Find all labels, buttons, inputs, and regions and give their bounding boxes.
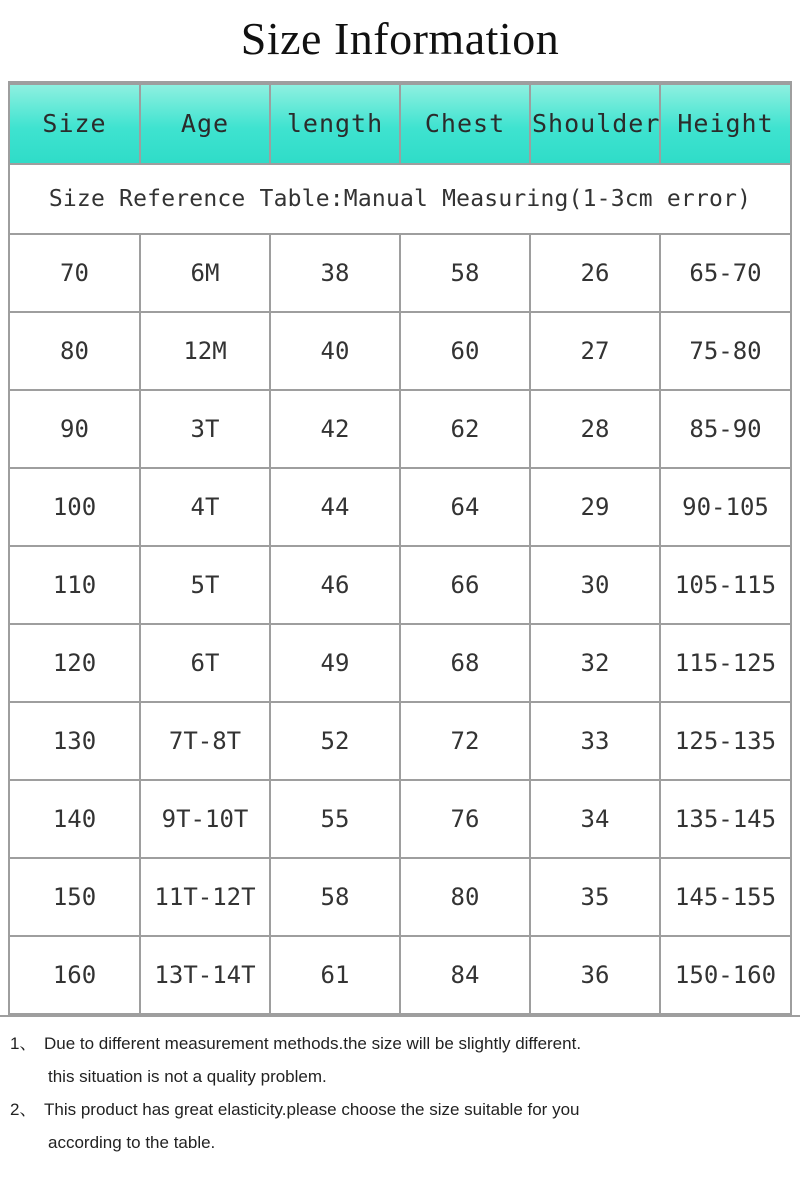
- cell-chest: 72: [400, 702, 530, 780]
- cell-size: 100: [10, 468, 140, 546]
- column-header-height: Height: [660, 84, 790, 164]
- cell-length: 46: [270, 546, 400, 624]
- column-header-shoulder: Shoulder: [530, 84, 660, 164]
- cell-height: 105-115: [660, 546, 790, 624]
- cell-length: 55: [270, 780, 400, 858]
- cell-shoulder: 29: [530, 468, 660, 546]
- cell-size: 130: [10, 702, 140, 780]
- cell-length: 61: [270, 936, 400, 1014]
- cell-shoulder: 32: [530, 624, 660, 702]
- cell-shoulder: 27: [530, 312, 660, 390]
- cell-shoulder: 35: [530, 858, 660, 936]
- note-number: 2、: [10, 1099, 37, 1119]
- note-number: 1、: [10, 1033, 37, 1053]
- table-header-row: [10, 84, 790, 164]
- cell-chest: 58: [400, 234, 530, 312]
- cell-age: 6T: [140, 624, 270, 702]
- cell-length: 44: [270, 468, 400, 546]
- note-text-line1: Due to different measurement methods.the size will be slightly different.: [44, 1033, 582, 1053]
- table-caption: Size Reference Table:Manual Measuring(1-3cm error): [10, 164, 790, 234]
- note-text-line1: This product has great elasticity.please choose the size suitable for you: [44, 1099, 580, 1119]
- column-header-size: Size: [10, 84, 140, 164]
- cell-length: 52: [270, 702, 400, 780]
- table-row: [10, 858, 790, 936]
- cell-age: 3T: [140, 390, 270, 468]
- column-header-length: length: [270, 84, 400, 164]
- cell-age: 7T-8T: [140, 702, 270, 780]
- note-item: [10, 1027, 790, 1093]
- cell-height: 125-135: [660, 702, 790, 780]
- cell-size: 110: [10, 546, 140, 624]
- notes-section: [0, 1015, 800, 1160]
- cell-shoulder: 28: [530, 390, 660, 468]
- cell-chest: 84: [400, 936, 530, 1014]
- cell-shoulder: 33: [530, 702, 660, 780]
- cell-chest: 68: [400, 624, 530, 702]
- cell-size: 70: [10, 234, 140, 312]
- size-table-container: [8, 81, 792, 1015]
- page-title: Size Information: [240, 13, 560, 64]
- cell-size: 160: [10, 936, 140, 1014]
- cell-height: 135-145: [660, 780, 790, 858]
- column-header-chest: Chest: [400, 84, 530, 164]
- table-body: [10, 234, 790, 1014]
- cell-shoulder: 30: [530, 546, 660, 624]
- note-text-line2: this situation is not a quality problem.: [48, 1066, 327, 1086]
- note-item: [10, 1093, 790, 1159]
- cell-size: 140: [10, 780, 140, 858]
- table-row: [10, 390, 790, 468]
- cell-chest: 64: [400, 468, 530, 546]
- table-row: [10, 312, 790, 390]
- cell-size: 120: [10, 624, 140, 702]
- cell-height: 85-90: [660, 390, 790, 468]
- cell-size: 80: [10, 312, 140, 390]
- cell-chest: 62: [400, 390, 530, 468]
- cell-age: 13T-14T: [140, 936, 270, 1014]
- table-row: [10, 936, 790, 1014]
- cell-length: 49: [270, 624, 400, 702]
- cell-length: 40: [270, 312, 400, 390]
- cell-age: 11T-12T: [140, 858, 270, 936]
- cell-height: 90-105: [660, 468, 790, 546]
- cell-size: 90: [10, 390, 140, 468]
- cell-shoulder: 34: [530, 780, 660, 858]
- cell-chest: 80: [400, 858, 530, 936]
- table-row: [10, 780, 790, 858]
- cell-age: 9T-10T: [140, 780, 270, 858]
- cell-age: 12M: [140, 312, 270, 390]
- cell-height: 115-125: [660, 624, 790, 702]
- table-row: [10, 702, 790, 780]
- cell-age: 5T: [140, 546, 270, 624]
- cell-shoulder: 26: [530, 234, 660, 312]
- table-row: [10, 546, 790, 624]
- cell-length: 42: [270, 390, 400, 468]
- cell-size: 150: [10, 858, 140, 936]
- cell-length: 58: [270, 858, 400, 936]
- column-header-age: Age: [140, 84, 270, 164]
- cell-age: 6M: [140, 234, 270, 312]
- cell-shoulder: 36: [530, 936, 660, 1014]
- cell-chest: 60: [400, 312, 530, 390]
- note-text-line2: according to the table.: [48, 1133, 216, 1153]
- cell-height: 145-155: [660, 858, 790, 936]
- cell-chest: 66: [400, 546, 530, 624]
- table-row: [10, 624, 790, 702]
- cell-height: 65-70: [660, 234, 790, 312]
- cell-height: 150-160: [660, 936, 790, 1014]
- cell-chest: 76: [400, 780, 530, 858]
- cell-height: 75-80: [660, 312, 790, 390]
- size-table: [10, 83, 790, 1015]
- table-row: [10, 234, 790, 312]
- cell-length: 38: [270, 234, 400, 312]
- table-row: [10, 468, 790, 546]
- table-caption-row: [10, 164, 790, 234]
- cell-age: 4T: [140, 468, 270, 546]
